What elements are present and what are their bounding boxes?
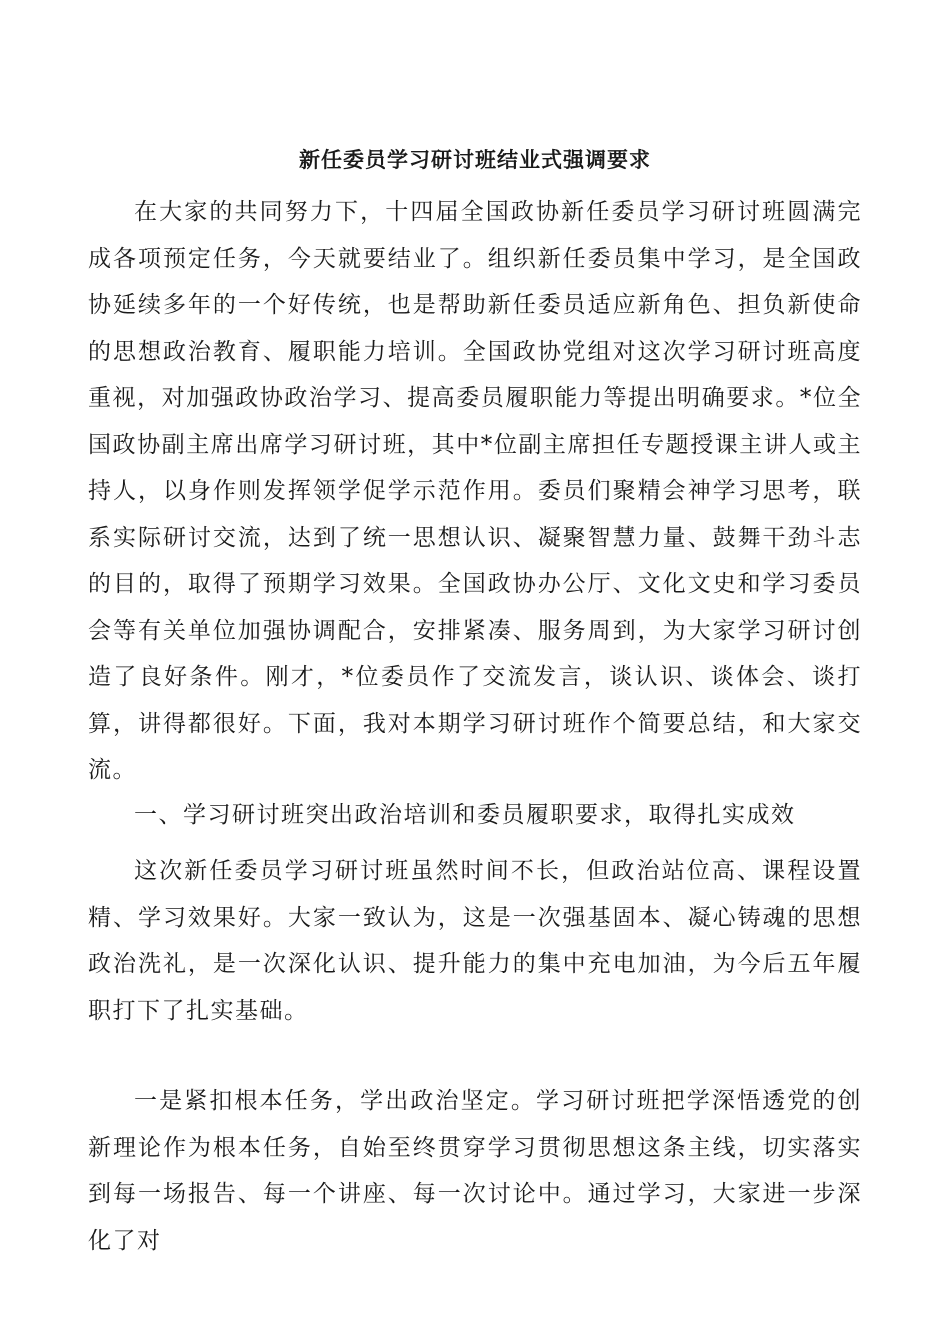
paragraph-intro: 在大家的共同努力下，十四届全国政协新任委员学习研讨班圆满完成各项预定任务，今天就要结业了。组织新任委员集中学习，是全国政协延续多年的一个好传统，也是帮助新任委员适应新角色、担负新使命的思想政治教育、履职能力培训。全国政协党组对这次学习研讨班高度重视，对加强政协政治学习、提高委员履职能力等提出明确要求。*位全国政协副主席出席学习研讨班，其中*位副主席担任专题授课主讲人或主持人，以身作则发挥领学促学示范作用。委员们聚精会神学习思考，联系实际研讨交流，达到了统一思想认识、凝聚智慧力量、鼓舞干劲斗志的目的，取得了预期学习效果。全国政协办公厅、文化文史和学习委员会等有关单位加强协调配合，安排紧凑、服务周到，为大家学习研讨创造了良好条件。刚才，*位委员作了交流发言，谈认识、谈体会、谈打算，讲得都很好。下面，我对本期学习研讨班作个简要总结，和大家交流。 <box>88 199 862 783</box>
section-heading-1: 一、学习研讨班突出政治培训和委员履职要求，取得扎实成效 <box>134 802 796 828</box>
document-title: 新任委员学习研讨班结业式强调要求 <box>299 147 651 172</box>
paragraph-summary: 这次新任委员学习研讨班虽然时间不长，但政治站位高、课程设置精、学习效果好。大家一致认为，这是一次强基固本、凝心铸魂的思想政治洗礼，是一次深化认识、提升能力的集中充电加油，为今后五年履职打下了扎实基础。 <box>88 858 862 1024</box>
paragraph-point-1: 一是紧扣根本任务，学出政治坚定。学习研讨班把学深悟透党的创新理论作为根本任务，自始至终贯穿学习贯彻思想这条主线，切实落实到每一场报告、每一个讲座、每一次讨论中。通过学习，大家进一步深化了对 <box>88 1088 862 1254</box>
